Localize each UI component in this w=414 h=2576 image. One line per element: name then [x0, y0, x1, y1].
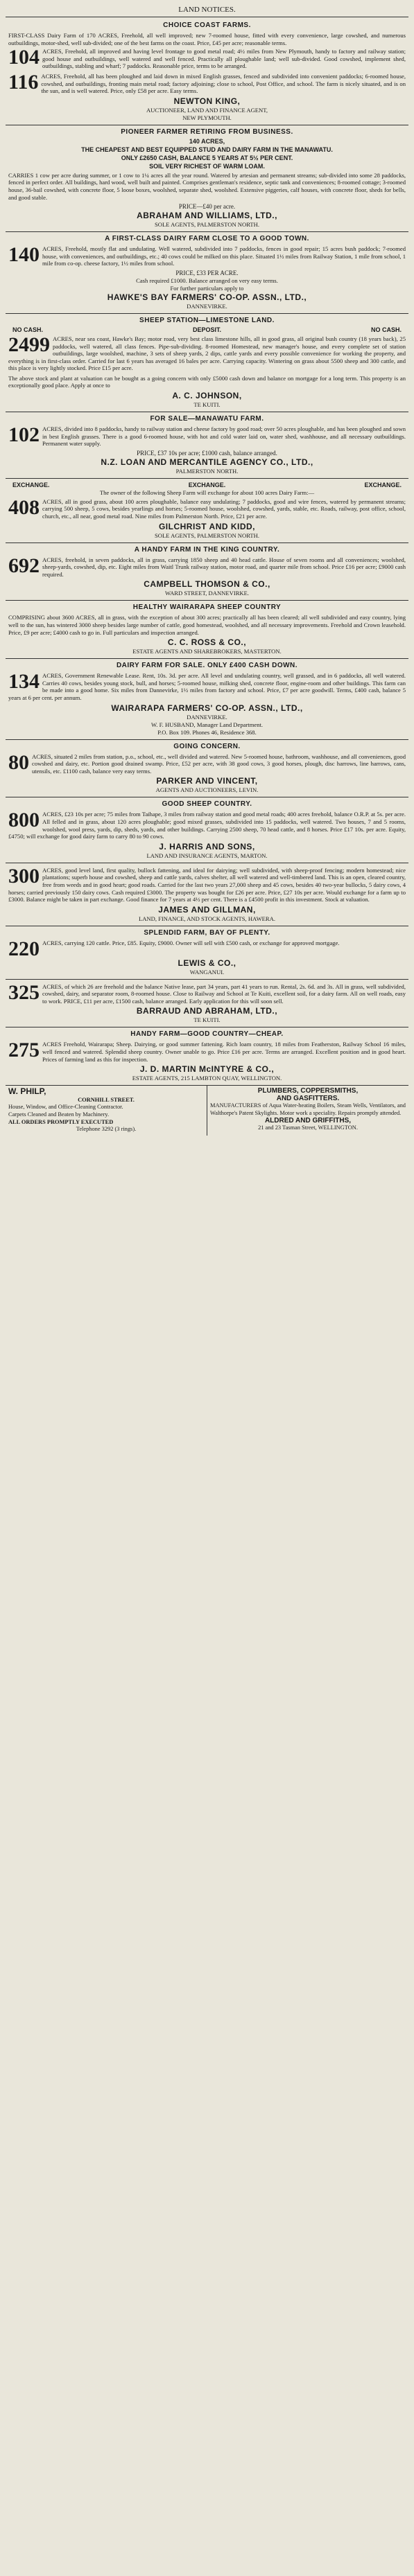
ad-paragraph: [8, 335, 406, 372]
ad-heading: DAIRY FARM FOR SALE. ONLY £400 CASH DOWN.: [116, 662, 298, 670]
ad-line: For further particulars apply to: [170, 284, 244, 292]
philp-name: W. PHILP,: [8, 1086, 46, 1097]
paragraph-text: ACRES, divided into 8 paddocks, handy to railway station and cheese factory by good road; over 50 acres ploughable, and has been ploughed and sown in best English grasses. There is a good 6-roomed house, with hot and cold water laid on, water shed, washhouse, and all necessary outbuildings. Permanent water supply.: [42, 425, 406, 448]
agent-line: ESTATE AGENTS, 215 LAMBTON QUAY, WELLINGTON.: [132, 1075, 282, 1082]
land-advertisement: [6, 543, 408, 601]
agent-name: BARRAUD AND ABRAHAM, LTD.,: [136, 1006, 278, 1016]
land-advertisement: [6, 479, 408, 543]
ad-heading: GOOD SHEEP COUNTRY.: [162, 800, 252, 809]
agent-line: P.O. Box 109. Phones 46, Residence 368.: [157, 728, 257, 736]
ad-terms-row: [8, 481, 406, 489]
agent-line: AUCTIONEER, LAND AND FINANCE AGENT,: [146, 106, 268, 114]
ad-paragraph: [8, 750, 406, 775]
ad-heading: CHOICE COAST FARMS.: [163, 21, 251, 29]
agent-location: TE KUITI.: [193, 401, 221, 409]
land-advertisement: [6, 19, 408, 125]
bottom-ads: [6, 1086, 408, 1136]
acreage-figure: 275: [8, 1039, 40, 1062]
paragraph-text: ACRES, situated 2 miles from station, p.o., school, etc., well divided and watered. New 5-roomed house, bathroom, washhouse, and all conveniences, good cowshed and dairy, etc. Portion good drained swamp. Price, £52 per acre, with 38 good cows, 3 good horses, plough, disc harrows, line harrows, cans, utensils, etc. £1100 cash, balance very easy terms.: [32, 752, 406, 775]
land-advertisement: [6, 926, 408, 980]
philp-address: CORNHILL STREET.: [78, 1096, 135, 1103]
ad-heading: PIONEER FARMER RETIRING FROM BUSINESS.: [121, 127, 293, 136]
ad-paragraph: [8, 672, 406, 701]
agent-name: C. C. ROSS & CO.,: [167, 637, 247, 648]
ad-paragraph: [8, 425, 406, 448]
agent-name: GILCHRIST AND KIDD,: [158, 521, 256, 531]
philp-line: Carpets Cleaned and Beaten by Machinery.: [8, 1111, 110, 1118]
plumbers-heading: PLUMBERS, COPPERSMITHS,: [257, 1087, 359, 1095]
ad-paragraph: [8, 48, 406, 70]
page-header: LAND NOTICES.: [178, 6, 236, 14]
ad-paragraph: [8, 32, 406, 46]
land-advertisement: [6, 314, 408, 412]
agent-line: ESTATE AGENTS AND SHAREBROKERS, MASTERTON.: [132, 648, 282, 655]
acreage-figure: 2499: [8, 333, 50, 356]
acreage-figure: 800: [8, 809, 40, 832]
paragraph-text: CARRIES 1 cow per acre during summer, or 1 cow to 1¼ acres all the year round. Watered by artesian and permanent streams; sub-divided into some 28 paddocks, fenced in perfect order. All buildings, hard wood, well built and painted. Comprises gentleman's residence, septic tank and conveniences; 8-roomed cottage; 3-roomed house, 36-bail cowshed, with concrete floor, 5 loose boxes, woolshed, separate shed, woolshed. Extensive piggeries, calf houses, with concrete floor, sheds for bells, and good stable.: [8, 171, 406, 201]
newspaper-page: [6, 4, 408, 2568]
ad-term: EXCHANGE.: [12, 481, 50, 488]
agent-name: CAMPBELL THOMSON & CO.,: [144, 579, 270, 590]
agent-line: TE KUITI.: [193, 1016, 221, 1024]
ad-heading: SPLENDID FARM, BAY OF PLENTY.: [144, 928, 270, 937]
agent-line: WARD STREET, DANNEVIRKE.: [164, 590, 250, 597]
land-advertisement: [6, 863, 408, 926]
agent-name: A. C. JOHNSON,: [172, 391, 242, 401]
agent-name: LEWIS & CO.,: [178, 958, 236, 968]
ad-heading: HEALTHY WAIRARAPA SHEEP COUNTRY: [132, 603, 282, 612]
advertisement-column: [6, 19, 408, 1086]
ad-paragraph: [8, 70, 406, 95]
agent-line: PALMERSTON NORTH.: [175, 467, 239, 475]
ad-subheading: 140 ACRES,: [189, 137, 225, 145]
paragraph-text: ACRES, of which 26 are freehold and the balance Native lease, part 34 years, part 41 years to run. Rental, 2s. 6d. and 3s. All in grass, well subdivided, cowshed, dairy, and separator room, 8-roomed house. Close to Railway and School at Te Kuiti, excellent soil, for a dairy farm. All on well roads, easy to work. PRICE, £11 per acre, £1500 cash, balance arranged. Early application for this will soon sell.: [42, 982, 406, 1005]
philp-line: Telephone 3292 (3 rings).: [76, 1126, 137, 1133]
ad-term: EXCHANGE.: [364, 481, 402, 488]
acreage-figure: 140: [8, 243, 40, 267]
ad-heading: GOING CONCERN.: [173, 742, 241, 750]
agent-name: HAWKE'S BAY FARMERS' CO-OP. ASSN., LTD.,: [107, 292, 307, 302]
paragraph-text: ACRES, carrying 120 cattle. Price, £85. Equity, £9000. Owner will sell with £500 cash, or exchange for approved mortgage.: [42, 939, 340, 946]
agent-name: J. HARRIS AND SONS,: [159, 841, 255, 852]
philp-advertisement: [6, 1086, 207, 1136]
ad-subheading: SOIL VERY RICHEST OF WARM LOAM.: [149, 162, 265, 170]
paragraph-text: ACRES, freehold, in seven paddocks, all in grass, carrying 1850 sheep and 40 head cattle. House of seven rooms and all conveniences; woolshed, sheep-yards, cowshed, dip, etc. Eight miles from Waitl Trunk railway station, motor road, and quarter mile from school. Price £16 per acre; £9000 cash required.: [42, 556, 406, 578]
agent-name: WAIRARAPA FARMERS' CO-OP. ASSN., LTD.,: [111, 703, 303, 713]
ad-paragraph: [8, 172, 406, 201]
land-advertisement: [6, 797, 408, 863]
agent-name: NEWTON KING,: [173, 96, 241, 106]
plumbers-text: MANUFACTURERS of Aqua Water-heating Boilers, Steam Wells, Ventilators, and Walthorpe's Patent Skylights. Motor work a speciality. Repairs promptly attended.: [210, 1102, 406, 1117]
paragraph-text: COMPRISING about 3600 ACRES, all in grass, with the exception of about 300 acres; practically all has been cleared; all well subdivided and easy country, lying well to the sun, has wintered 3000 sheep besides large number of cattle, good homestead, woolshed, and all necessary improvements. Freehold and Crown leasehold. Price, £9 per acre; £4000 cash to go in. Full particulars and inspection arranged.: [8, 614, 406, 636]
ad-term: DEPOSIT.: [192, 326, 221, 333]
agent-line: LAND, FINANCE, AND STOCK AGENTS, HAWERA.: [138, 915, 276, 922]
ad-paragraph: [8, 980, 406, 1005]
agent-name: ABRAHAM AND WILLIAMS, LTD.,: [137, 211, 277, 221]
price-line: PRICE, £33 PER ACRE.: [175, 269, 239, 276]
agent-line: SOLE AGENTS, PALMERSTON NORTH.: [154, 531, 260, 539]
land-advertisement: [6, 980, 408, 1028]
paragraph-text: ACRES, £23 10s per acre; 75 miles from Taihape, 3 miles from railway station and good metal roads; 400 acres freehold, balance O.R.P. at 5s. per acre. All felled and in grass, about 120 acres ploughable; good mixed grasses, subdivided into 15 paddocks, well watered. Two houses, 7 and 5 rooms, woolshed, wool press, yards, dip, sheds, yards, and other buildings. Carrying 2500 sheep, 70 head cattle, and 8 horses. Price £17 10s. per acre. Equity, £4750; will exchange for good dairy farm to carry 80 to 90 cows.: [8, 811, 406, 840]
plumbers-address: 21 and 23 Tasman Street, WELLINGTON.: [258, 1124, 358, 1131]
acreage-figure: 220: [8, 937, 40, 960]
ad-paragraph: [8, 495, 406, 520]
philp-line: ALL ORDERS PROMPTLY EXECUTED: [8, 1118, 114, 1125]
paragraph-text: ACRES, Government Renewable Lease. Rent, 10s. 3d. per acre. All level and undulating country, well grassed, and in 6 paddocks, all well watered. Carries 40 cows, besides young stock, bull, and horses; 5-roomed house, milking shed, concrete floor, engine-room and other buildings. This farm can be made into a good home. Six miles from Dannevirke, 1½ miles from factory and school. Price, £7 per acre goodwill. Terms, £400 cash, balance 5 years at 6 per cent. per annum.: [8, 672, 406, 701]
agent-line: DANNEVIRKE.: [187, 713, 227, 721]
paragraph-text: ACRES Freehold, Wairarapa; Sheep. Dairying, or good summer fattening. Rich loam country, 18 miles from Featherston, Railway School 16 miles, well fenced and watered. Splendid sheep country. Owner unable to go. Price £16 per acre. Terms are arranged. Excellent position and in good heart. Prices of farming land as this for inspection.: [42, 1041, 406, 1063]
agent-line: SOLE AGENTS, PALMERSTON NORTH.: [154, 221, 260, 229]
ad-subheading: THE CHEAPEST AND BEST EQUIPPED STUD AND DAIRY FARM IN THE MANAWATU.: [81, 145, 333, 153]
agent-line: LAND AND INSURANCE AGENTS, MARTON.: [146, 852, 268, 859]
ad-heading: SHEEP STATION—LIMESTONE LAND.: [139, 316, 275, 324]
paragraph-text: ACRES, Freehold, all improved and having level frontage to good metal road; 4½ miles from New Plymouth, handy to factory and railway station; good house and outbuildings, well watered and well fenced. Practically all ploughable land; well sub-divided. Good cowshed, implement shed, outbuildings, stabling and wharf; 7 paddocks. Reasonable price, terms to be arranged.: [42, 48, 406, 70]
plumbers-advertisement: [207, 1086, 408, 1136]
agent-name: PARKER AND VINCENT,: [156, 776, 258, 786]
land-advertisement: [6, 601, 408, 659]
agent-line: W. F. HUSBAND, Manager Land Department.: [150, 721, 264, 728]
land-advertisement: [6, 412, 408, 479]
plumbers-subheading: AND GASFITTERS.: [276, 1094, 340, 1102]
agent-line: WANGANUI.: [189, 968, 225, 976]
ad-heading: A FIRST-CLASS DAIRY FARM CLOSE TO A GOOD TOWN.: [105, 235, 309, 243]
ad-terms-row: [8, 326, 406, 334]
ad-paragraph: [8, 556, 406, 579]
agent-name: N.Z. LOAN AND MERCANTILE AGENCY CO., LTD.,: [101, 457, 313, 467]
ad-paragraph: [8, 937, 406, 960]
ad-paragraph: [8, 864, 406, 903]
price-line: PRICE—£40 per acre.: [178, 203, 236, 211]
ad-heading: HANDY FARM—GOOD COUNTRY—CHEAP.: [130, 1030, 284, 1039]
paragraph-text: ACRES, good level land, first quality, bullock fattening, and ideal for dairying; well subdivided, with sheep-proof fencing; modern homestead; nice plantations; superb house and cowshed, sheep and cattle yards, calves shelter, all well watered and well-timbered land. This is an open, cleared country, free from weeds and in good heart; good roads. Carried for the last two years 27,000 sheep and 45 cows, besides 40 two-year bullocks, 5 dairy cows, 4 horses; carried previously 150 dairy cows. Cash required £3000. The property was bought for £26 per acre. Price, £27 10s per acre. Would exchange for a farm up to £3000. Balance might be taken in part exchange. Good finance for 7 years at 4½ per cent. There is a £4500 profit in this investment. Stock at valuation.: [8, 866, 406, 903]
plumbers-name: ALDRED AND GRIFFITHS,: [264, 1116, 352, 1124]
land-advertisement: [6, 659, 408, 739]
ad-line: Cash required £1000. Balance arranged on very easy terms.: [136, 276, 278, 284]
land-advertisement: [6, 740, 408, 798]
paragraph-text: ACRES, Freehold, mostly flat and undulating. Well watered, subdivided into 7 paddocks, fences in good repair; 15 acres bush paddock; 7-roomed house, with conveniences, and outbuildings, etc.; 40 cows could be milked on this place. Situated 1½ miles from Railway Station, 1 mile from school, 1 mile from co-op. cheese factory, 1½ miles from school.: [42, 245, 406, 267]
ad-line: The owner of the following Sheep Farm will exchange for about 100 acres Dairy Farm:—: [99, 488, 315, 496]
acreage-figure: 300: [8, 864, 40, 888]
paragraph-text: FIRST-CLASS Dairy Farm of 170 ACRES, Freehold, all well improved; new 7-roomed house, fitted with every convenience, large cowshed, and numerous outbuildings, motor-shed, well sub-divided; one of the best farms on the coast. Price, £45 per acre; reasonable terms.: [8, 32, 406, 46]
acreage-figure: 102: [8, 423, 40, 447]
land-advertisement: [6, 125, 408, 232]
ad-paragraph: [8, 614, 406, 636]
paragraph-text: ACRES, all in good grass, about 100 acres ploughable, balance easy undulating; 7 paddocks, good and wire fences, watered by permanent streams; carrying 500 sheep, 5 cows, besides yearlings and horses; 5-roomed house, woolshed, cowshed, yards, stable, etc. Roads, railway, post office, school, church, etc., all near, good metal road. Nine miles from Palmerston North. Price, £21 per acre.: [42, 497, 406, 520]
ad-paragraph: [8, 375, 406, 389]
paragraph-text: ACRES, Freehold, all has been ploughed and laid down in mixed English grasses, fenced and subdivided into convenient paddocks; 6-roomed house, cowshed, and outbuildings, fronting main metal road; factory adjoining; close to school, Post Office, and school. The farm is nicely situated, and is on the sun, and is well watered. Price, only £58 per acre. Easy terms.: [41, 72, 406, 95]
acreage-figure: 80: [8, 750, 29, 774]
acreage-figure: 134: [8, 670, 40, 694]
philp-line: House, Window, and Office-Cleaning Contractor.: [8, 1104, 123, 1111]
acreage-figure: 408: [8, 495, 40, 519]
acreage-figure: 692: [8, 554, 40, 577]
ad-subheading: ONLY £2650 CASH, BALANCE 5 YEARS AT 5½ PER CENT.: [121, 154, 293, 161]
ad-paragraph: [8, 811, 406, 840]
agent-name: J. D. MARTIN McINTYRE & CO.,: [139, 1064, 275, 1075]
land-advertisement: [6, 232, 408, 314]
agent-line: DANNEVIRKE.: [187, 302, 227, 310]
agent-line: NEW PLYMOUTH.: [182, 114, 232, 121]
agent-line: AGENTS AND AUCTIONEERS, LEVIN.: [155, 786, 259, 794]
ad-heading: A HANDY FARM IN THE KING COUNTRY.: [134, 545, 280, 554]
ad-term: EXCHANGE.: [188, 481, 226, 488]
acreage-figure: 325: [8, 980, 40, 1004]
agent-name: JAMES AND GILLMAN,: [158, 904, 256, 915]
price-line: PRICE, £37 10s per acre; £1000 cash, balance arranged.: [137, 449, 277, 457]
paragraph-text: The above stock and plant at valuation can be bought as a going concern with only £5000 cash down and balance on mortgage for a long term. This property is an exceptionally good place. Apply at once to: [8, 374, 406, 389]
ad-paragraph: [8, 245, 406, 267]
acreage-figure: 116: [8, 70, 39, 94]
ad-term: NO CASH.: [12, 326, 44, 333]
ad-term: NO CASH.: [370, 326, 402, 333]
ad-heading: FOR SALE—MANAWATU FARM.: [150, 415, 264, 423]
paragraph-text: ACRES, near sea coast, Hawke's Bay; motor road, very best class limestone hills, all in good grass, all original bush country (18 years back), 25 paddocks, well watered, all class fences. Pipe-sub-dividing. 8-roomed Homestead, new manager's house, and every complete set of station outbuildings, large woolshed, machine, 3 sets of sheep yards, 2 dips, cattle yards and every possible convenience for working the property, and everything is in first-class order. Carried for last 6 years has averaged 16 bales per acre. Carrying capacity. Wintering on grass about 5500 sheep and 300 cattle, and this place is very lightly stocked. Price £15 per acre.: [8, 335, 406, 372]
land-advertisement: [6, 1027, 408, 1086]
acreage-figure: 104: [8, 46, 40, 69]
ad-paragraph: [8, 1041, 406, 1063]
